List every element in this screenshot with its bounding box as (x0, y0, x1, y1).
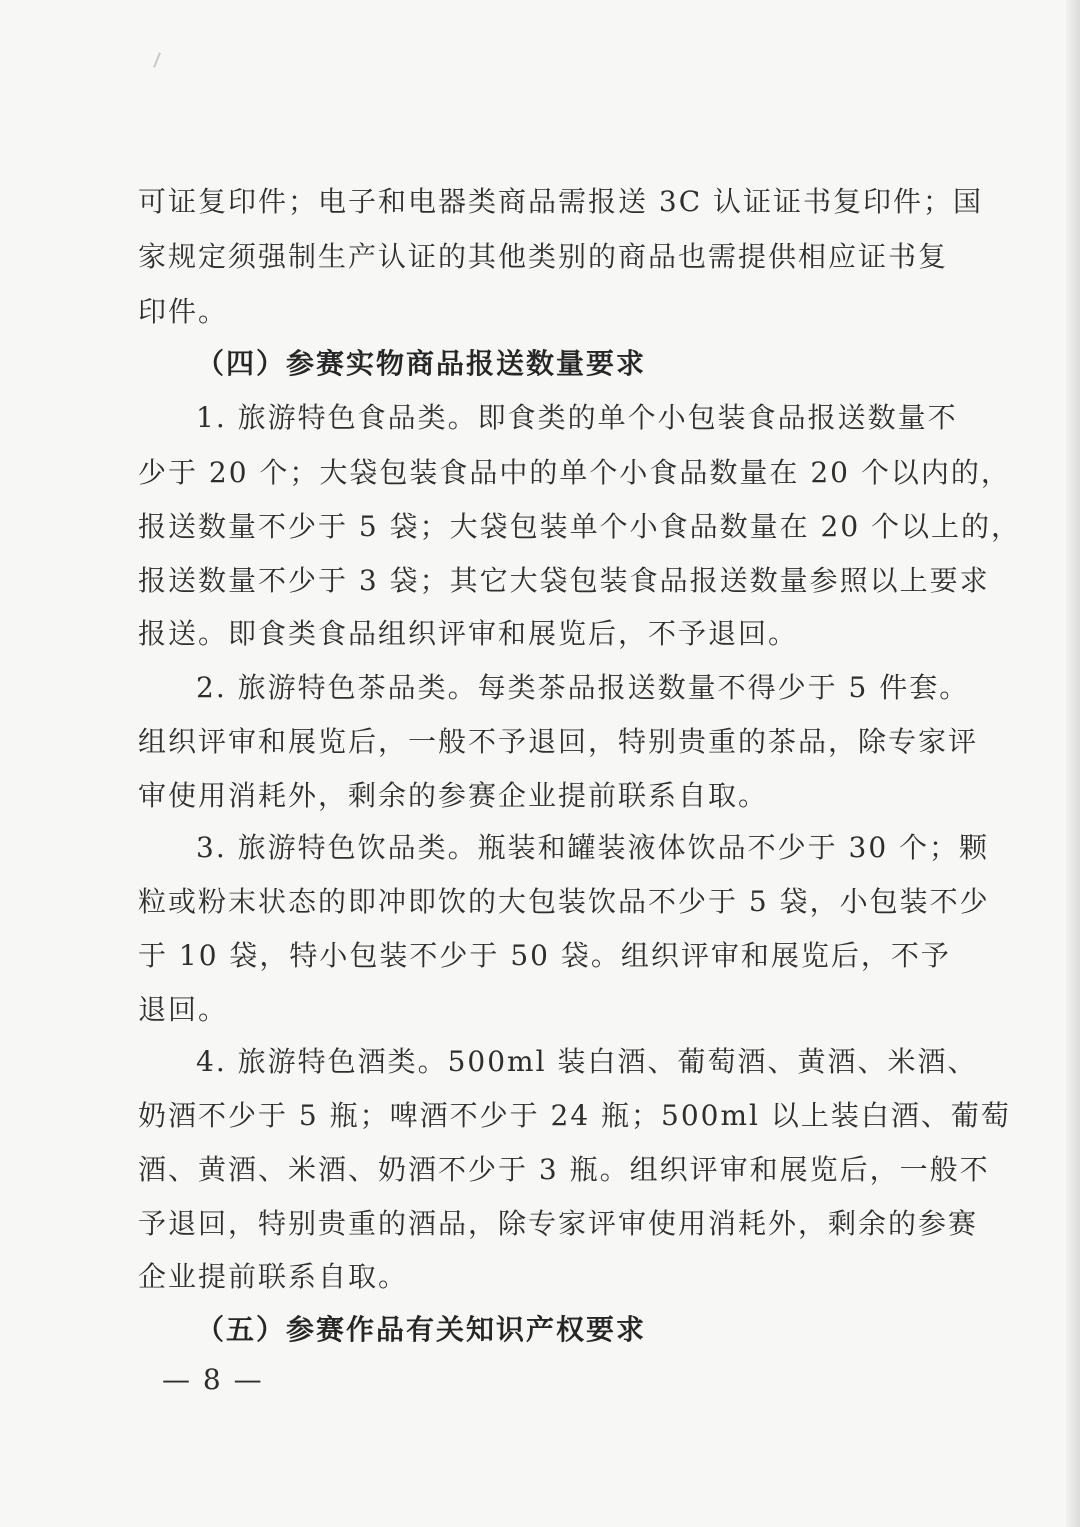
page-edge-shadow (1066, 0, 1080, 1527)
body-line: 3. 旅游特色饮品类。瓶装和罐装液体饮品不少于 30 个；颗 (196, 831, 990, 864)
body-line: 家规定须强制生产认证的其他类别的商品也需提供相应证书复 (138, 240, 949, 273)
body-line: 4. 旅游特色酒类。500ml 装白酒、葡萄酒、黄酒、米酒、 (196, 1045, 978, 1078)
body-line: 2. 旅游特色茶品类。每类茶品报送数量不得少于 5 件套。 (196, 671, 970, 704)
scan-mark (153, 52, 161, 68)
body-line: 少于 20 个；大袋包装食品中的单个小食品数量在 20 个以内的， (138, 456, 1011, 489)
body-line: 予退回，特别贵重的酒品，除专家评审使用消耗外，剩余的参赛 (138, 1207, 979, 1240)
body-line: 奶酒不少于 5 瓶；啤酒不少于 24 瓶；500ml 以上装白酒、葡萄 (138, 1099, 1011, 1132)
body-line: 报送。即食类食品组织评审和展览后，不予退回。 (138, 617, 799, 650)
body-line: 印件。 (138, 295, 229, 328)
body-line: 可证复印件；电子和电器类商品需报送 3C 认证证书复印件；国 (138, 185, 984, 218)
section-heading-4: （四）参赛实物商品报送数量要求 (196, 347, 647, 380)
page-number: — 8 — (162, 1363, 264, 1396)
body-line: 审使用消耗外，剩余的参赛企业提前联系自取。 (138, 779, 769, 812)
section-heading-5: （五）参赛作品有关知识产权要求 (196, 1313, 647, 1346)
body-line: 退回。 (138, 993, 229, 1026)
body-line: 粒或粉末状态的即冲即饮的大包装饮品不少于 5 袋，小包装不少 (138, 885, 990, 918)
body-line: 1. 旅游特色食品类。即食类的单个小包装食品报送数量不 (196, 401, 958, 434)
body-line: 组织评审和展览后，一般不予退回，特别贵重的茶品，除专家评 (138, 725, 979, 758)
body-line: 企业提前联系自取。 (138, 1260, 409, 1293)
body-line: 报送数量不少于 3 袋；其它大袋包装食品报送数量参照以上要求 (138, 564, 990, 597)
body-line: 于 10 袋，特小包装不少于 50 袋。组织评审和展览后，不予 (138, 939, 951, 972)
body-line: 报送数量不少于 5 袋；大袋包装单个小食品数量在 20 个以上的， (138, 510, 1022, 543)
body-line: 酒、黄酒、米酒、奶酒不少于 3 瓶。组织评审和展览后，一般不 (138, 1153, 990, 1186)
